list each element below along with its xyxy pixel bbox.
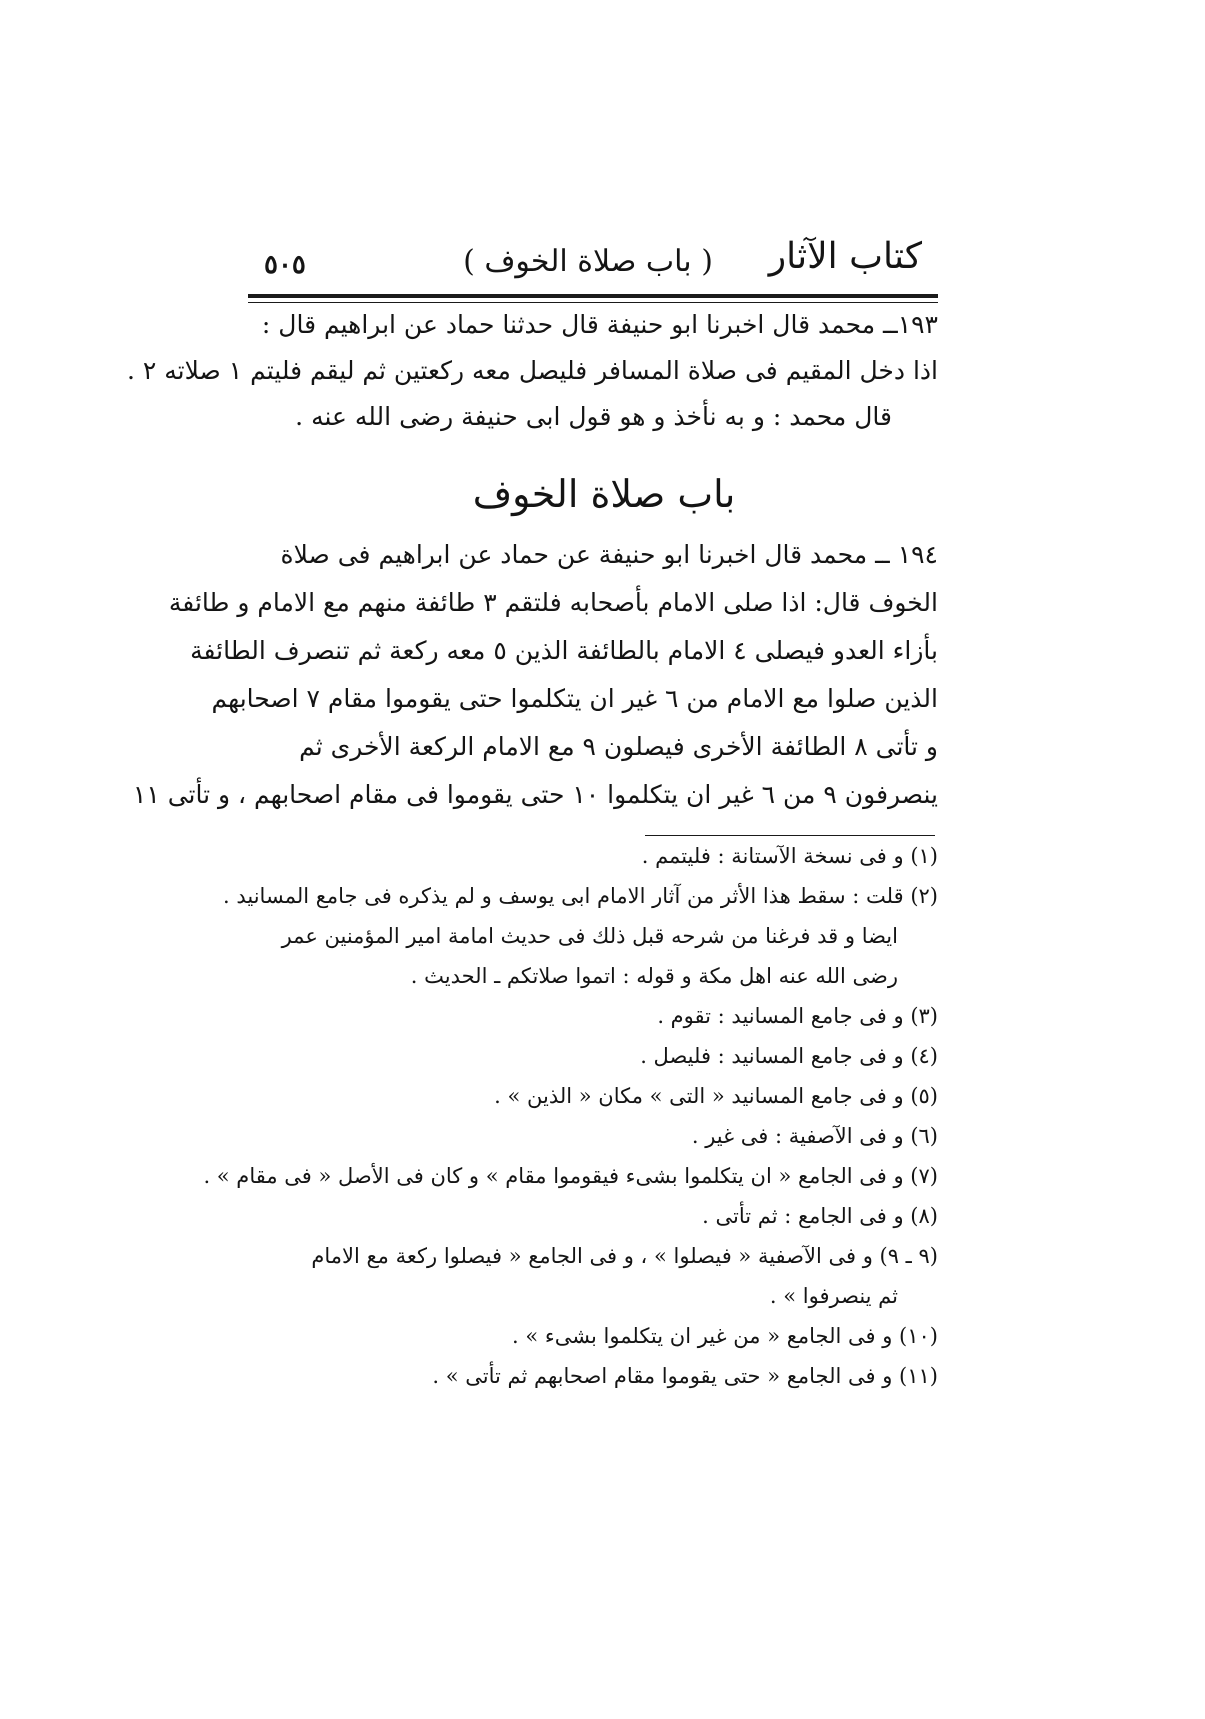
footnotes [203,838,938,1418]
hadith-194 [132,540,938,840]
hadith-194-line: و تأتى ٨ الطائفة الأخرى فيصلون ٩ مع الامام الركعة الأخرى ثم [299,732,938,761]
footnote-continuation: رضى الله عنه اهل مكة و قوله : اتموا صلاتكم ـ الحديث . [410,964,898,988]
hadith-194-line: الذين صلوا مع الامام من ٦ غير ان يتكلموا حتى يقوموا مقام ٧ اصحابهم [211,684,938,713]
footnote: (١) و فى نسخة الآستانة : فليتمم . [641,844,938,868]
footnote: (٣) و فى جامع المسانيد : تقوم . [657,1004,938,1028]
hadith-194-line: ١٩٤ ــ محمد قال اخبرنا ابو حنيفة عن حماد عن ابراهيم فى صلاة [280,540,938,569]
hadith-193-line: قال محمد : و به نأخذ و هو قول ابى حنيفة رضى الله عنه . [295,402,892,431]
hadith-194-line: الخوف قال: اذا صلى الامام بأصحابه فلتقم ٣ طائفة منهم مع الامام و طائفة [168,588,938,617]
hadith-193-line: اذا دخل المقيم فى صلاة المسافر فليصل معه ركعتين ثم ليقم فليتم ١ صلاته ٢ . [126,356,938,385]
running-chapter-title: ( باب صلاة الخوف ) [463,244,713,279]
chapter-heading: باب صلاة الخوف [472,472,736,516]
footnote-continuation: ايضا و قد فرغنا من شرحه قبل ذلك فى حديث امامة امير المؤمنين عمر [281,924,898,948]
hadith-194-line: ينصرفون ٩ من ٦ غير ان يتكلموا ١٠ حتى يقوموا فى مقام اصحابهم ، و تأتى ١١ [132,780,938,809]
footnote: (٧) و فى الجامع « ان يتكلموا بشىء فيقوموا مقام » و كان فى الأصل « فى مقام » . [203,1164,938,1188]
book-title: كتاب الآثار [768,236,922,277]
footnote: (١١) و فى الجامع « حتى يقوموا مقام اصحابهم ثم تأتى » . [432,1364,938,1388]
footnote: (٨) و فى الجامع : ثم تأتى . [702,1204,938,1228]
hadith-194-line: بأزاء العدو فيصلى ٤ الامام بالطائفة الذين ٥ معه ركعة ثم تنصرف الطائفة [190,636,938,665]
footnote: (٥) و فى جامع المسانيد « التى » مكان « الذين » . [494,1084,938,1108]
hadith-193 [126,300,938,460]
hadith-193-line: ١٩٣ــ محمد قال اخبرنا ابو حنيفة قال حدثنا حماد عن ابراهيم قال : [261,310,938,339]
footnote: (٢) قلت : سقط هذا الأثر من آثار الامام ابى يوسف و لم يذكره فى جامع المسانيد . [223,884,938,908]
header-rule-thick [248,294,938,298]
footnote-separator [645,835,935,836]
footnote: (٩ ـ ٩) و فى الآصفية « فيصلوا » ، و فى الجامع « فيصلوا ركعة مع الامام [311,1244,938,1268]
footnote: (١٠) و فى الجامع « من غير ان يتكلموا بشىء » . [512,1324,938,1348]
footnote: (٤) و فى جامع المسانيد : فليصل . [640,1044,938,1068]
running-header [248,232,938,290]
footnote: (٦) و فى الآصفية : فى غير . [691,1124,938,1148]
page-number: ٥٠٥ [264,250,306,280]
footnote-continuation: ثم ينصرفوا » . [769,1284,898,1308]
